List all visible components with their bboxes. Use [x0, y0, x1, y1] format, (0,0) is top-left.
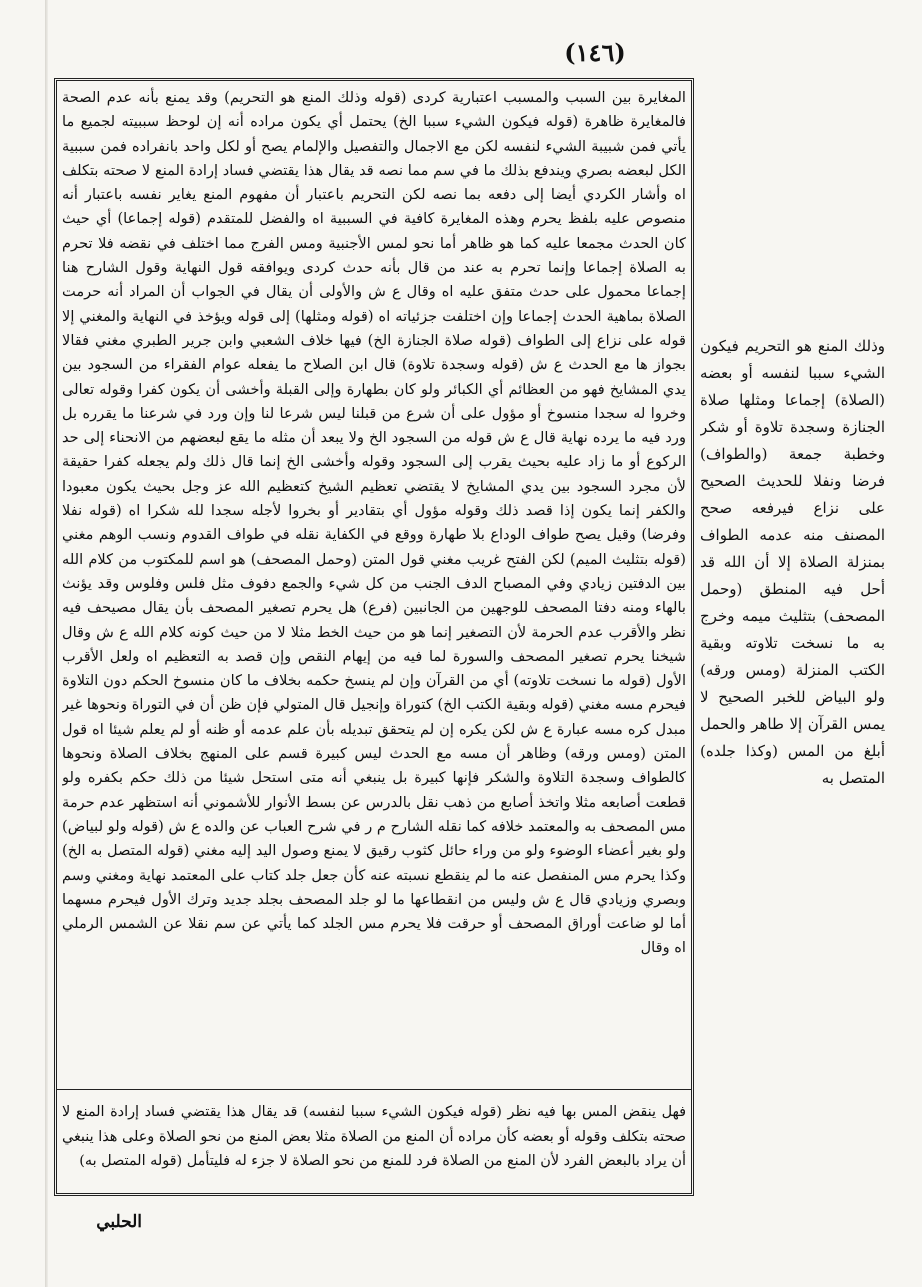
- binding-edge: [45, 0, 48, 1287]
- main-commentary-text: المغايرة بين السبب والمسبب اعتبارية كردى (قوله وذلك المنع هو التحريم) وقد يمنع بأنه عدم الصحة فالمغايرة ظاهرة (قوله فيكون الشيء سببا الخ) يحتمل أي يكون مراده أنه إن لوحظ سببيته لجميع ما يأتي فمن شبيبة الشيء لنفسه لكن مع الاجمال والتفصيل والإلمام يصح أو لكل واحد بانفراده فمن سببية الكل لبعضه بصري ويندفع بذلك ما في سم مما نصه قد يقال هذا يقتضي فساد إرادة المنع لا صحته بتكلف اه وأشار الكردي أيضا إلى دفعه بما نصه لكن التحريم باعتبار أن مفهوم المنع يغاير نفسه باعتبار أنه منصوص عليه بلفظ يحرم وهذه المغايرة كافية في السببية اه والفضل للمتقدم (قوله إجماعا) أي حيث كان الحدث مجمعا عليه كما هو ظاهر أما نحو لمس الأجنبية ومس الفرج مما اختلف في نقضه فلا تحرم به الصلاة إجماعا وإنما تحرم به عند من قال بأنه حدث كردى ويوافقه قول النهاية وقول الشارح هنا إجماعا محمول على حدث متفق عليه اه وقال ع ش والأولى أن يقال في الجواب أن المراد أنه حرمت الصلاة بماهية الحدث إجماعا وإن اختلفت جزئياته اه (قوله ومثلها) إلى قوله ويؤخذ في النهاية والمغني إلا قوله على نزاع إلى الطواف (قوله صلاة الجنازة الخ) فيها خلاف الشعبي وابن جرير الطبري مغني فقالا بجواز ها مع الحدث ع ش (قوله وسجدة تلاوة) قال ابن الصلاح ما يفعله عوام الفقراء من السجود بين يدي المشايخ فهو من العظائم أي الكبائر ولو كان بطهارة وإلى القبلة وأخشى أن يكون كفرا وقوله تعالى وخروا له سجدا منسوخ أو مؤول على أن شرع من قبلنا ليس شرعا لنا وإن ورد في شرعنا ما يقرره بل ورد فيه ما يرده نهاية قال ع ش قوله من السجود الخ ولا يبعد أن مثله ما يقع لبعضهم من الانحناء إلى حد الركوع أو ما زاد عليه بحيث يقرب إلى السجود وقوله وأخشى الخ إنما قال ذلك ولم يجعله كفرا حقيقة لأن مجرد السجود بين يدي المشايخ لا يقتضي تعظيم الشيخ كتعظيم الله عز وجل بحيث يكون معبودا والكفر إنما يكون إذا قصد ذلك وقوله مؤول أي بتقادير أو بخروا لأجله سجدا لله شكرا اه (قوله نفلا وفرضا) وقيل يصح طواف الوداع بلا طهارة ووقع في الكفاية نقله في طواف القدوم ونسب الوهم مغني (قوله بتثليث الميم) لكن الفتح غريب مغني قول المتن (وحمل المصحف) هو اسم للمكتوب من كلام الله بين الدفتين زيادي وفي المصباح الدف الجنب من كل شيء والجمع دفوف مثل فلس وفلوس وقد يؤنث بالهاء ومنه دفتا المصحف للوجهين من الجانبين (فرع) هل يحرم تصغير المصحف بأن يقال مصيحف فيه نظر والأقرب عدم الحرمة لأن التصغير إنما هو من حيث الخط مثلا لا من حيث كونه كلام الله ع ش وقال شيخنا يحرم تصغير المصحف والسورة لما فيه من إيهام النقص وإن قصد به التعظيم اه ولعل الأقرب الأول (قوله ما نسخت تلاوته) أي من القرآن وإن لم ينسخ حكمه بخلاف ما كان منسوخ الحكم دون التلاوة فيحرم مسه مغني (قوله وبقية الكتب الخ) كتوراة وإنجيل قال المتولي فإن ظن أن في التوراة ونحوها غير مبدل كره مسه عبارة ع ش لكن يكره إن لم يتحقق تبديله بأن علم عدمه أو ظنه أو لم يعلم شيئا اه قول المتن (ومس ورقه) وظاهر أن مسه مع الحدث ليس كبيرة قسم على المنهج بخلاف الصلاة ونحوها كالطواف وسجدة التلاوة والشكر فإنها كبيرة بل ينبغي أنه متى استحل شيئا من ذلك حكم بكفره ولو قطعت أصابعه مثلا واتخذ أصابع من ذهب نقل بالدرس عن بسط الأنوار للأشموني أنه استظهر عدم حرمة مس المصحف به والمعتمد خلافه كما نقله الشارح م ر في شرح العباب عن والده ع ش (قوله ولو لبياض) ولو بغير أعضاء الوضوء ولو من وراء حائل كثوب رقيق لا يمنع وصول اليد إليه مغني (قوله المتصل به الخ) وكذا يحرم مس المنفصل عنه ما لم ينقطع نسبته عنه كأن جعل جلد كتاب على المعتمد نهاية ومغني وسم وبصري وزيادي قال ع ش وليس من انقطاعها ما لو جلد المصحف بجلد جديد وترك الأول فيحرم مسهما أما لو ضاعت أوراق المصحف أو حرقت فلا يحرم مس الجلد كما يأتي عن سم نقلا عن الشمس الرملي اه وقال: [62, 89, 686, 957]
- footnote-text: فهل ينقض المس بها فيه نظر (قوله فيكون الشيء سببا لنفسه) قد يقال هذا يقتضي فساد إرادة المنع لا صحته بتكلف وقوله أو بعضه كأن مراده أن المنع من الصلاة مثلا بعض المنع من نحو الصلاة وعلى هذا ينبغي أن يراد بالبعض الفرد لأن المنع من الصلاة فرد للمنع من نحو الصلاة لا جزء له فليتأمل (قوله المتصل به): [62, 1104, 686, 1169]
- signature-word: الحلبي: [96, 1212, 142, 1232]
- margin-matn-text: وذلك المنع هو التحريم فيكون الشيء سببا لنفسه أو بعضه (الصلاة) إجماعا ومثلها صلاة الجنازة وسجدة تلاوة أو شكر وخطبة جمعة (والطواف) فرضا ونفلا للحديث الصحيح على نزاع فيرفعه صحح المصنف منه عدمه الطواف بمنزلة الصلاة إلا أن الله قد أحل فيه المنطق (وحمل المصحف) بتثليث ميمه وخرج به ما نسخت تلاوته وبقية الكتب المنزلة (ومس ورقه) ولو البياض للخبر الصحيح لا يمس القرآن إلا طاهر والحمل أبلغ من المس (وكذا جلده) المتصل به: [700, 337, 885, 787]
- margin-matn: [700, 333, 885, 943]
- footnote-divider: [56, 1089, 692, 1090]
- page-number: (١٤٦): [564, 38, 626, 67]
- main-commentary: [62, 86, 686, 1086]
- footnote: [62, 1100, 686, 1192]
